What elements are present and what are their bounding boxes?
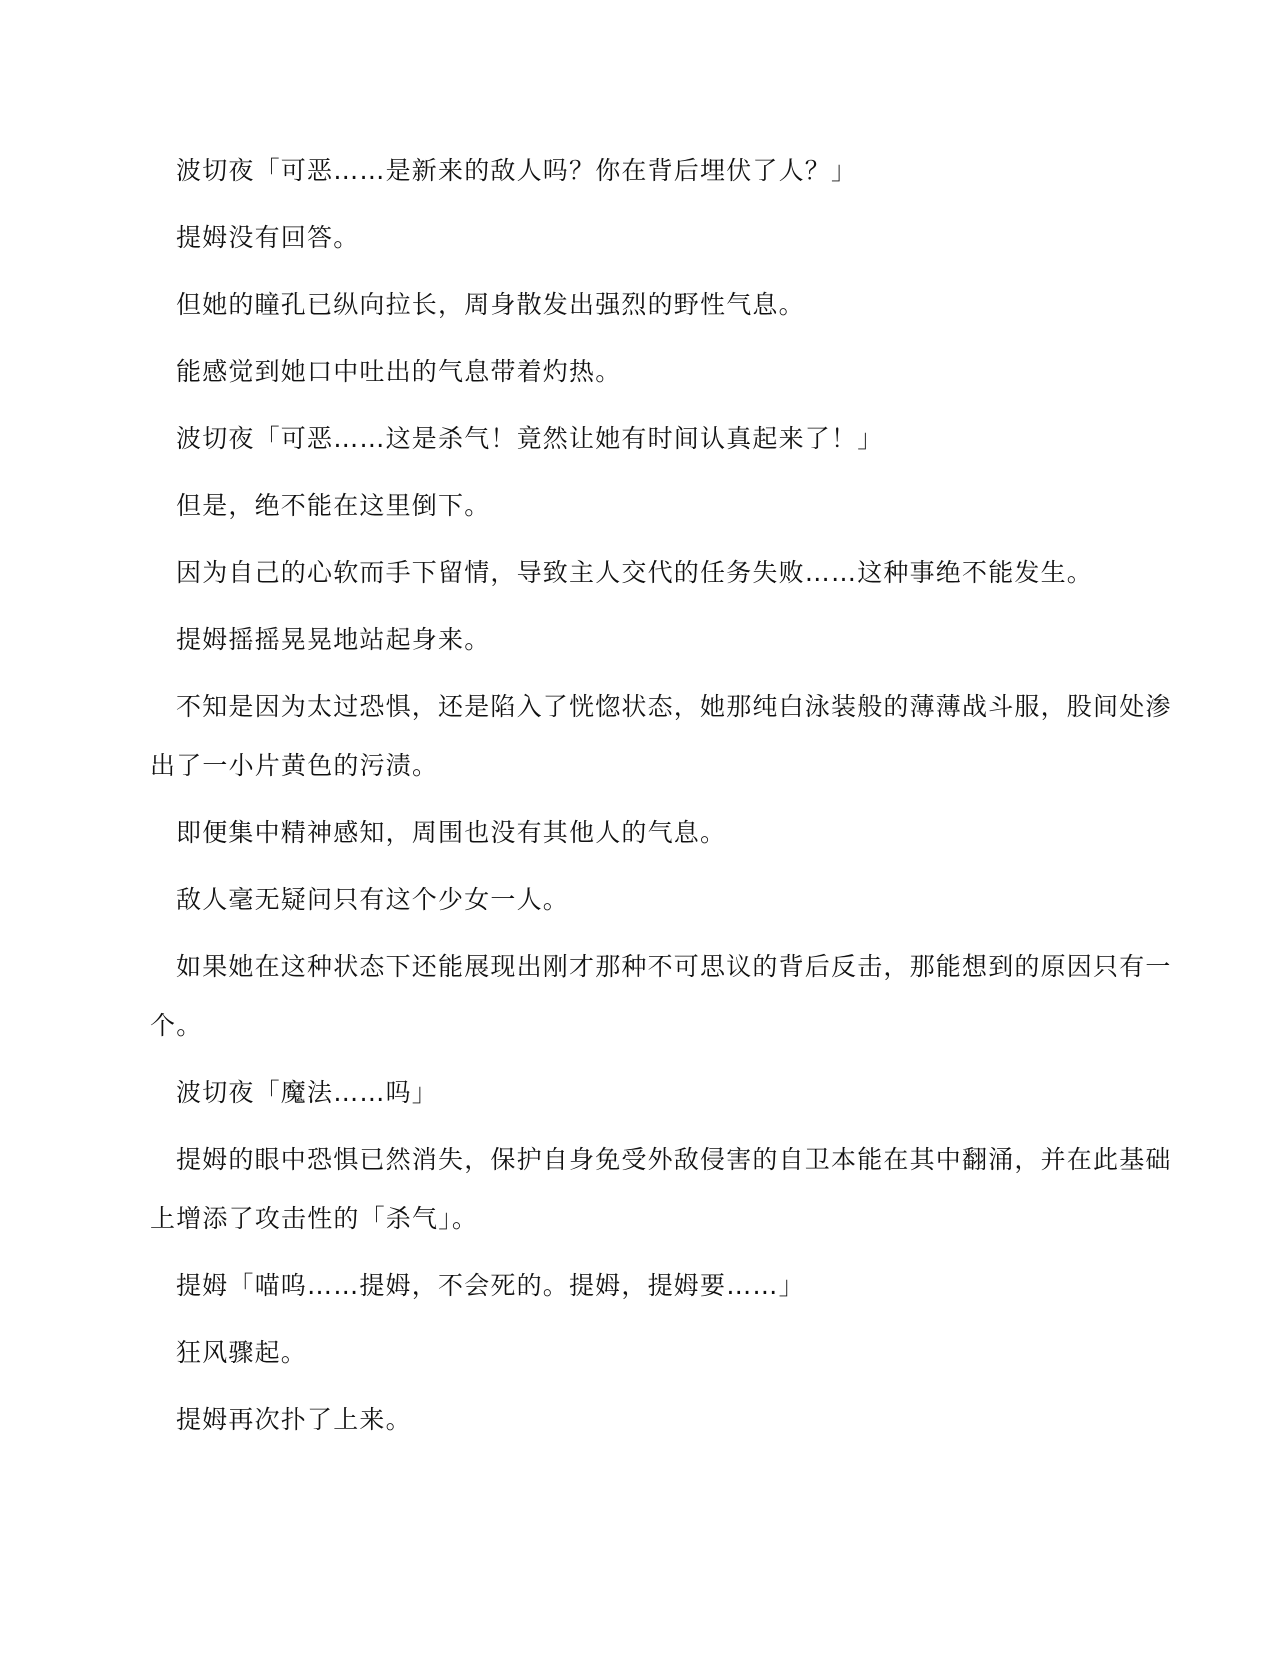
- paragraph: [150, 1390, 1150, 1449]
- text-line: 不知是因为太过恐惧，还是陷入了恍惚状态，她那纯白泳装般的薄薄战斗服，股间处渗: [176, 692, 1172, 721]
- text-line: 波切夜「可恶……这是杀气！竟然让她有时间认真起来了！」: [176, 424, 884, 453]
- text-line: 上增添了攻击性的「杀气」。: [150, 1204, 479, 1233]
- paragraph: [150, 543, 1150, 602]
- text-line: 提姆「喵呜……提姆，不会死的。提姆，提姆要……」: [176, 1271, 805, 1300]
- text-line: 波切夜「可恶……是新来的敌人吗？你在背后埋伏了人？」: [176, 156, 858, 185]
- document-body: [150, 141, 1172, 1457]
- text-line: 能感觉到她口中吐出的气息带着灼热。: [176, 357, 622, 386]
- paragraph: [150, 803, 1150, 862]
- text-line: 但她的瞳孔已纵向拉长，周身散发出强烈的野性气息。: [176, 290, 805, 319]
- text-line: 狂风骤起。: [176, 1338, 308, 1367]
- paragraph: [150, 208, 1150, 267]
- text-line: 如果她在这种状态下还能展现出刚才那种不可思议的背后反击，那能想到的原因只有一: [176, 952, 1172, 981]
- text-line: 提姆摇摇晃晃地站起身来。: [176, 625, 491, 654]
- text-line: 波切夜「魔法……吗」: [176, 1078, 439, 1107]
- text-line: 个。: [150, 1011, 203, 1040]
- text-line: 提姆的眼中恐惧已然消失，保护自身免受外敌侵害的自卫本能在其中翻涌，并在此基础: [176, 1145, 1172, 1174]
- text-line: 即便集中精神感知，周围也没有其他人的气息。: [176, 818, 727, 847]
- text-line: 敌人毫无疑问只有这个少女一人。: [176, 885, 570, 914]
- paragraph: [150, 409, 1150, 468]
- paragraph: [150, 870, 1150, 929]
- paragraph: [150, 610, 1150, 669]
- paragraph: [150, 476, 1150, 535]
- paragraph: [150, 937, 1172, 1055]
- paragraph: [150, 141, 1150, 200]
- text-line: 因为自己的心软而手下留情，导致主人交代的任务失败……这种事绝不能发生。: [176, 558, 1094, 587]
- text-line: 提姆没有回答。: [176, 223, 360, 252]
- text-line: 出了一小片黄色的污渍。: [150, 751, 439, 780]
- paragraph: [150, 1130, 1172, 1248]
- paragraph: [150, 275, 1150, 334]
- text-line: 提姆再次扑了上来。: [176, 1405, 412, 1434]
- paragraph: [150, 342, 1150, 401]
- paragraph: [150, 677, 1172, 795]
- paragraph: [150, 1323, 1150, 1382]
- text-line: 但是，绝不能在这里倒下。: [176, 491, 491, 520]
- paragraph: [150, 1063, 1150, 1122]
- paragraph: [150, 1256, 1150, 1315]
